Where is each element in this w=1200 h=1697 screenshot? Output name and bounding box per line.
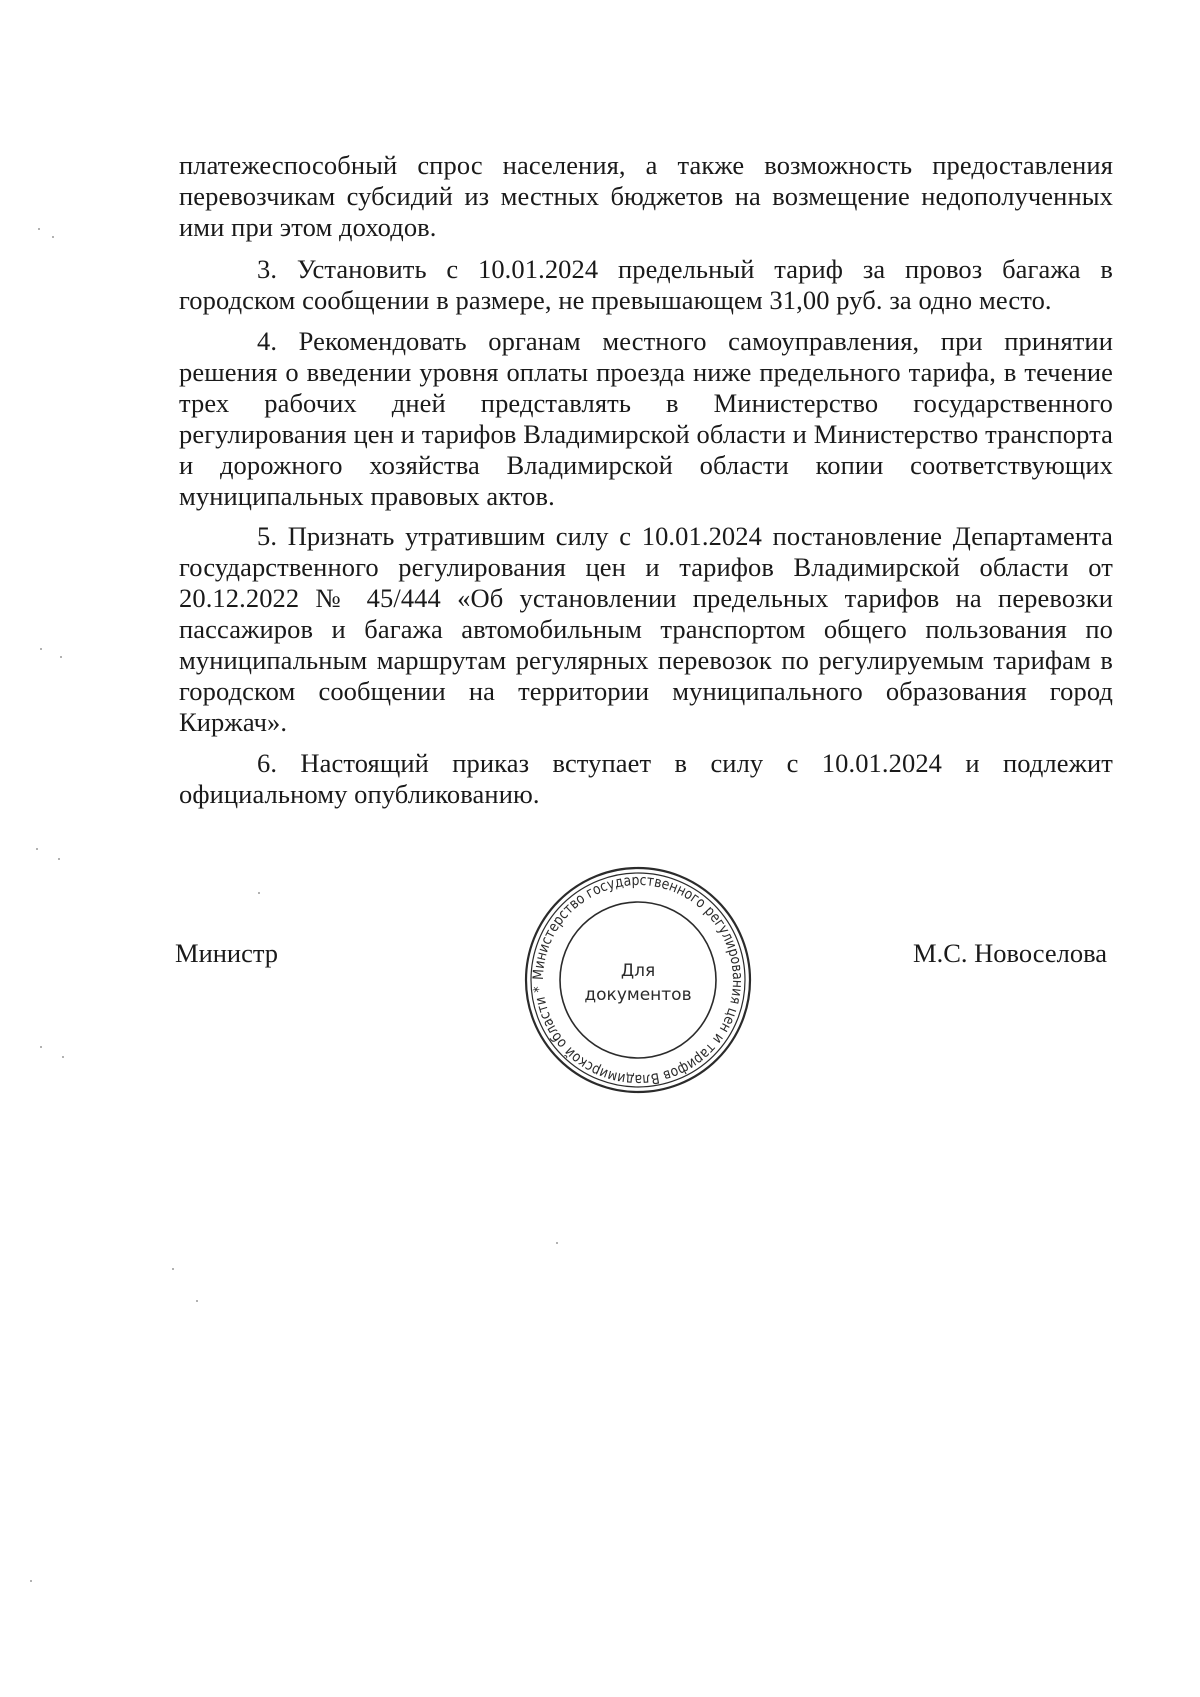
signatory-name: М.С. Новоселова [913, 938, 1107, 968]
scan-speck [38, 228, 40, 230]
stamp-center-line-1: Для [620, 961, 656, 981]
paragraph-text: 4. Рекомендовать органам местного самоуправления, при принятии решения о введении уровня оплаты проезда ниже предельного тарифа, в течение трех рабочих дней представлять в Министерство государственного регулирования цен и тарифов Владимирской области и Министерство транспорта и дорожного хозяйства Владимирской области копии соответствующих муниципальных правовых актов. [179, 326, 1113, 511]
official-stamp [520, 862, 756, 1098]
scan-speck [52, 236, 54, 238]
scan-speck [40, 1046, 42, 1048]
scan-speck [58, 858, 60, 860]
paragraph-text: 5. Признать утратившим силу с 10.01.2024 постановление Департамента государственного регулирования цен и тарифов Владимирской области от 20.12.2022 № 45/444 «Об установлении предельных тарифов на перевозки пассажиров и багажа автомобильным транспортом общего пользования по муниципальным маршрутам регулярных перевозок по регулируемым тарифам в городском сообщении на территории муниципального образования город Киржач». [179, 521, 1113, 737]
scan-speck [258, 892, 260, 894]
paragraph-text: 3. Установить с 10.01.2024 предельный тариф за провоз багажа в городском сообщении в размере, не превышающем 31,00 руб. за одно место. [179, 254, 1113, 315]
stamp-center-line-2: документов [584, 985, 692, 1005]
scan-speck [196, 1300, 198, 1302]
paragraph-text: 6. Настоящий приказ вступает в силу с 10.01.2024 и подлежит официальному опубликованию. [179, 748, 1113, 809]
scan-speck [556, 1242, 558, 1244]
scan-speck [62, 1056, 64, 1058]
signatory-position: Министр [175, 938, 279, 968]
paragraph-5 [179, 521, 1113, 738]
stamp-outer-text-path: Министерство государственного регулирования цен и тарифов Владимирской области * [530, 872, 746, 1088]
scan-speck [30, 1580, 32, 1582]
paragraph-3 [179, 254, 1113, 316]
stamp-graphic [520, 862, 756, 1098]
paragraph-text: платежеспособный спрос населения, а также возможность предоставления перевозчикам субсидий из местных бюджетов на возмещение недополученных ими при этом доходов. [179, 150, 1113, 242]
scan-speck [60, 656, 62, 658]
scan-speck [36, 848, 38, 850]
scan-speck [172, 1268, 174, 1270]
paragraph-continuation [179, 150, 1113, 243]
paragraph-6 [179, 748, 1113, 810]
paragraph-4 [179, 326, 1113, 512]
scan-speck [40, 648, 42, 650]
